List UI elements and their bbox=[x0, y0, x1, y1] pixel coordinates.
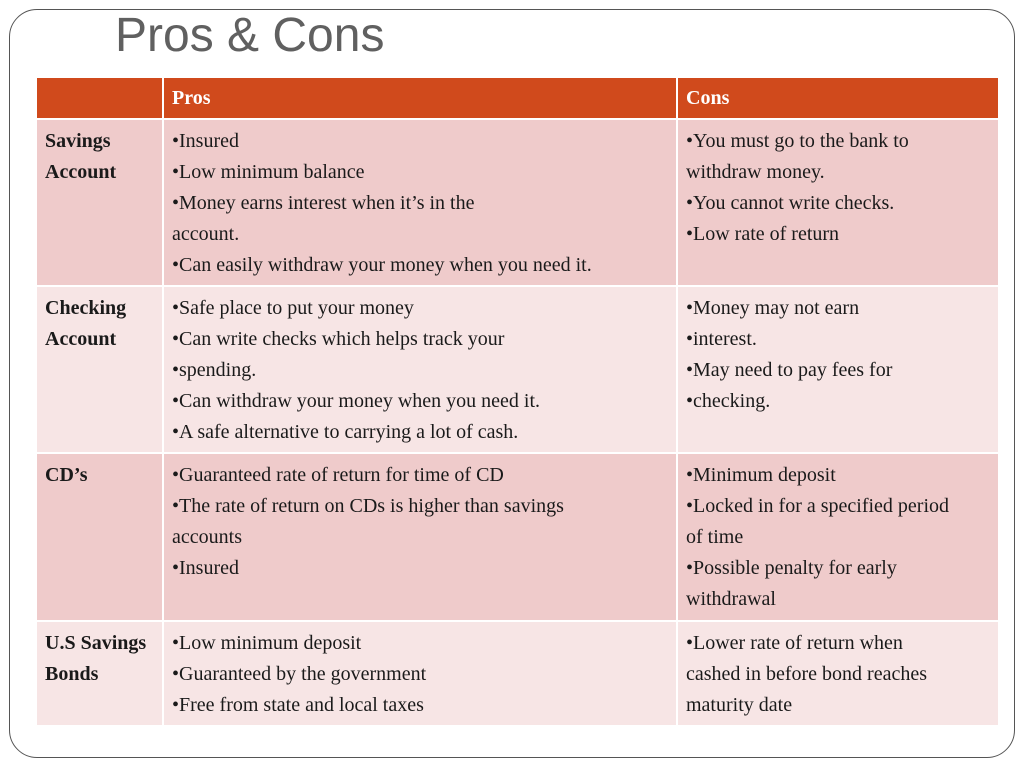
cons-item: •You cannot write checks. bbox=[686, 192, 895, 214]
row-label: Savings Account bbox=[45, 130, 117, 183]
pros-item: •The rate of return on CDs is higher than savings bbox=[172, 495, 564, 517]
cons-item: •Low rate of return bbox=[686, 223, 840, 245]
pros-item: •spending. bbox=[172, 359, 257, 381]
pros-cell bbox=[163, 119, 677, 286]
pros-item: •Insured bbox=[172, 557, 239, 579]
cons-cell bbox=[677, 621, 999, 726]
table-header-row bbox=[36, 77, 999, 119]
pros-cell bbox=[163, 286, 677, 453]
pros-item: •Can write checks which helps track your bbox=[172, 328, 505, 350]
slide-title: Pros & Cons bbox=[115, 9, 385, 62]
pros-item: •Can easily withdraw your money when you need it. bbox=[172, 254, 592, 276]
cons-cell bbox=[677, 286, 999, 453]
cons-item: •Lower rate of return when bbox=[686, 632, 903, 654]
row-label: Checking Account bbox=[45, 297, 127, 350]
cons-item: •Locked in for a specified period bbox=[686, 495, 950, 517]
pros-item: •Guaranteed by the government bbox=[172, 663, 427, 685]
pros-cell bbox=[163, 453, 677, 621]
pros-item: •A safe alternative to carrying a lot of cash. bbox=[172, 421, 519, 443]
cons-item: maturity date bbox=[686, 694, 793, 716]
cons-cell bbox=[677, 453, 999, 621]
cons-cell bbox=[677, 119, 999, 286]
pros-item: •Money earns interest when it’s in the bbox=[172, 192, 475, 214]
pros-item: •Low minimum deposit bbox=[172, 632, 362, 654]
row-label-cell bbox=[36, 453, 163, 621]
row-label-cell bbox=[36, 621, 163, 726]
cons-item: •interest. bbox=[686, 328, 757, 350]
cons-item: of time bbox=[686, 526, 744, 548]
pros-item: •Can withdraw your money when you need it. bbox=[172, 390, 541, 412]
pros-item: account. bbox=[172, 223, 240, 245]
cons-item: •Minimum deposit bbox=[686, 464, 836, 486]
pros-cons-table bbox=[35, 76, 1000, 727]
row-label: CD’s bbox=[45, 464, 88, 486]
header-cell-pros: Pros bbox=[163, 77, 677, 119]
pros-cell bbox=[163, 621, 677, 726]
cons-item: •Possible penalty for early bbox=[686, 557, 897, 579]
cons-item: cashed in before bond reaches bbox=[686, 663, 927, 685]
pros-item: accounts bbox=[172, 526, 242, 548]
row-label: U.S Savings Bonds bbox=[45, 632, 147, 685]
table-row bbox=[36, 453, 999, 621]
cons-item: withdrawal bbox=[686, 588, 776, 610]
header-cell-blank bbox=[36, 77, 163, 119]
cons-item: withdraw money. bbox=[686, 161, 825, 183]
header-cell-cons: Cons bbox=[677, 77, 999, 119]
pros-item: •Free from state and local taxes bbox=[172, 694, 424, 716]
pros-item: •Safe place to put your money bbox=[172, 297, 414, 319]
row-label-cell bbox=[36, 119, 163, 286]
row-label-cell bbox=[36, 286, 163, 453]
table-row bbox=[36, 621, 999, 726]
cons-item: •May need to pay fees for bbox=[686, 359, 893, 381]
cons-item: •checking. bbox=[686, 390, 771, 412]
cons-item: •You must go to the bank to bbox=[686, 130, 909, 152]
table-row bbox=[36, 119, 999, 286]
pros-item: •Insured bbox=[172, 130, 239, 152]
pros-item: •Low minimum balance bbox=[172, 161, 365, 183]
cons-item: •Money may not earn bbox=[686, 297, 860, 319]
table-row bbox=[36, 286, 999, 453]
pros-item: •Guaranteed rate of return for time of CD bbox=[172, 464, 504, 486]
